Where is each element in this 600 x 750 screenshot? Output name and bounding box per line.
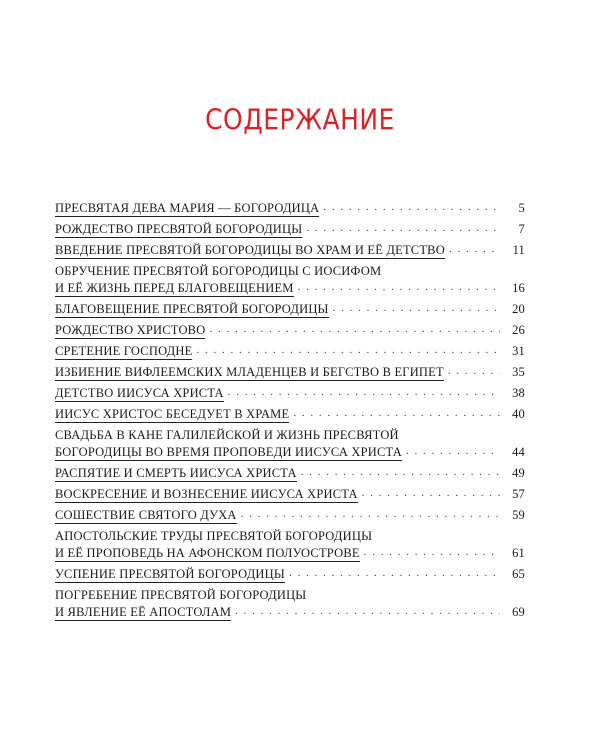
toc-page-number: 20 [512, 302, 525, 316]
toc-entry[interactable] [55, 427, 525, 462]
dot-leader [209, 321, 500, 338]
toc-entry-title: ВВЕДЕНИЕ ПРЕСВЯТОЙ БОГОРОДИЦЫ ВО ХРАМ И ЕЁ ДЕТСТВО [55, 243, 445, 257]
toc-entry[interactable] [55, 200, 525, 218]
toc-entry-title: ИИСУС ХРИСТОС БЕСЕДУЕТ В ХРАМЕ [55, 407, 290, 421]
toc-entry[interactable] [55, 406, 525, 424]
toc-entry[interactable] [55, 343, 525, 361]
dot-leader [362, 485, 500, 502]
toc-entry[interactable] [55, 385, 525, 403]
toc-entry-title-line: СВАДЬБА В КАНЕ ГАЛИЛЕЙСКОЙ И ЖИЗНЬ ПРЕСВЯТОЙ [55, 428, 399, 442]
toc-entry-row [55, 406, 525, 424]
toc-entry[interactable] [55, 465, 525, 483]
dot-leader [301, 464, 500, 481]
toc-entry[interactable] [55, 587, 525, 622]
dot-leader [323, 199, 500, 216]
dot-leader [406, 443, 500, 460]
toc-entry-title: ИЗБИЕНИЕ ВИФЛЕЕМСКИХ МЛАДЕНЦЕВ И БЕГСТВО В ЕГИПЕТ [55, 365, 444, 379]
dot-leader [298, 279, 500, 296]
toc-entry-row [55, 280, 525, 298]
toc-entry-row [55, 322, 525, 340]
toc-entry-title: БЛАГОВЕЩЕНИЕ ПРЕСВЯТОЙ БОГОРОДИЦЫ [55, 302, 329, 316]
toc-entry-row [55, 385, 525, 403]
toc-entry[interactable] [55, 301, 525, 319]
dot-leader [333, 300, 500, 317]
toc-entry-row [55, 566, 525, 584]
toc-entry-title: ВОСКРЕСЕНИЕ И ВОЗНЕСЕНИЕ ИИСУСА ХРИСТА [55, 487, 358, 501]
dot-leader [235, 603, 500, 620]
dot-leader [449, 241, 500, 258]
dot-leader [196, 342, 500, 359]
toc-entry[interactable] [55, 486, 525, 504]
toc-entry-title: УСПЕНИЕ ПРЕСВЯТОЙ БОГОРОДИЦЫ [55, 567, 285, 581]
toc-page-number: 31 [512, 344, 525, 358]
toc-entry-row [55, 604, 525, 622]
toc-page-number: 57 [512, 487, 525, 501]
toc-page-number: 11 [512, 243, 525, 257]
toc-entry[interactable] [55, 528, 525, 563]
toc-page-number: 16 [512, 281, 525, 295]
toc-page-number: 7 [518, 222, 525, 236]
dot-leader [228, 384, 500, 401]
toc-entry[interactable] [55, 242, 525, 260]
toc-entry-title: СРЕТЕНИЕ ГОСПОДНЕ [55, 344, 193, 358]
toc-entry[interactable] [55, 364, 525, 382]
toc-entry[interactable] [55, 322, 525, 340]
toc-entry-row [55, 507, 525, 525]
toc-entry-title: И ЯВЛЕНИЕ ЕЁ АПОСТОЛАМ [55, 605, 232, 619]
dot-leader [448, 363, 500, 380]
dot-leader [241, 506, 500, 523]
toc-entry-row [55, 242, 525, 260]
dot-leader [289, 565, 500, 582]
toc-entry-title: РОЖДЕСТВО ПРЕСВЯТОЙ БОГОРОДИЦЫ [55, 222, 303, 236]
toc-entry-title: ДЕТСТВО ИИСУСА ХРИСТА [55, 386, 224, 400]
toc-page-number: 26 [512, 323, 525, 337]
dot-leader [306, 220, 500, 237]
toc-entry[interactable] [55, 263, 525, 298]
toc-entry-title: СОШЕСТВИЕ СВЯТОГО ДУХА [55, 508, 237, 522]
toc-entry-title: РАСПЯТИЕ И СМЕРТЬ ИИСУСА ХРИСТА [55, 466, 297, 480]
toc-page-number: 61 [512, 546, 525, 560]
toc-entry-title: РОЖДЕСТВО ХРИСТОВО [55, 323, 206, 337]
toc-page-number: 35 [512, 365, 525, 379]
toc-page-number: 38 [512, 386, 525, 400]
page-title: СОДЕРЖАНИЕ [205, 102, 395, 137]
toc-page-number: 65 [512, 567, 525, 581]
toc-page-number: 44 [512, 445, 525, 459]
toc-entry-title-line: ПОГРЕБЕНИЕ ПРЕСВЯТОЙ БОГОРОДИЦЫ [55, 588, 307, 602]
toc-page-number: 40 [512, 407, 525, 421]
toc-page-number: 5 [518, 201, 525, 215]
toc-entry-row [55, 465, 525, 483]
toc-entry[interactable] [55, 566, 525, 584]
toc-entry-title-line: ОБРУЧЕНИЕ ПРЕСВЯТОЙ БОГОРОДИЦЫ С ИОСИФОМ [55, 264, 382, 278]
toc-entry-row [55, 301, 525, 319]
toc-page-number: 69 [512, 605, 525, 619]
toc-entry[interactable] [55, 221, 525, 239]
toc-entry-title: И ЕЁ ЖИЗНЬ ПЕРЕД БЛАГОВЕЩЕНИЕМ [55, 281, 294, 295]
dot-leader [293, 405, 500, 422]
toc-entry[interactable] [55, 507, 525, 525]
toc-entry-title: БОГОРОДИЦЫ ВО ВРЕМЯ ПРОПОВЕДИ ИИСУСА ХРИСТА [55, 445, 402, 459]
toc-entry-row [55, 486, 525, 504]
toc-entry-title: ПРЕСВЯТАЯ ДЕВА МАРИЯ — БОГОРОДИЦА [55, 201, 320, 215]
toc-entry-row [55, 444, 525, 462]
toc-page-number: 59 [512, 508, 525, 522]
toc-entry-row [55, 545, 525, 563]
dot-leader [364, 544, 500, 561]
toc-entry-row [55, 221, 525, 239]
toc-entry-row [55, 343, 525, 361]
toc-entry-title: И ЕЁ ПРОПОВЕДЬ НА АФОНСКОМ ПОЛУОСТРОВЕ [55, 546, 360, 560]
toc-entry-title-line: АПОСТОЛЬСКИЕ ТРУДЫ ПРЕСВЯТОЙ БОГОРОДИЦЫ [55, 529, 373, 543]
toc-page-number: 49 [512, 466, 525, 480]
table-of-contents [55, 200, 525, 625]
toc-entry-row [55, 200, 525, 218]
toc-entry-row [55, 364, 525, 382]
